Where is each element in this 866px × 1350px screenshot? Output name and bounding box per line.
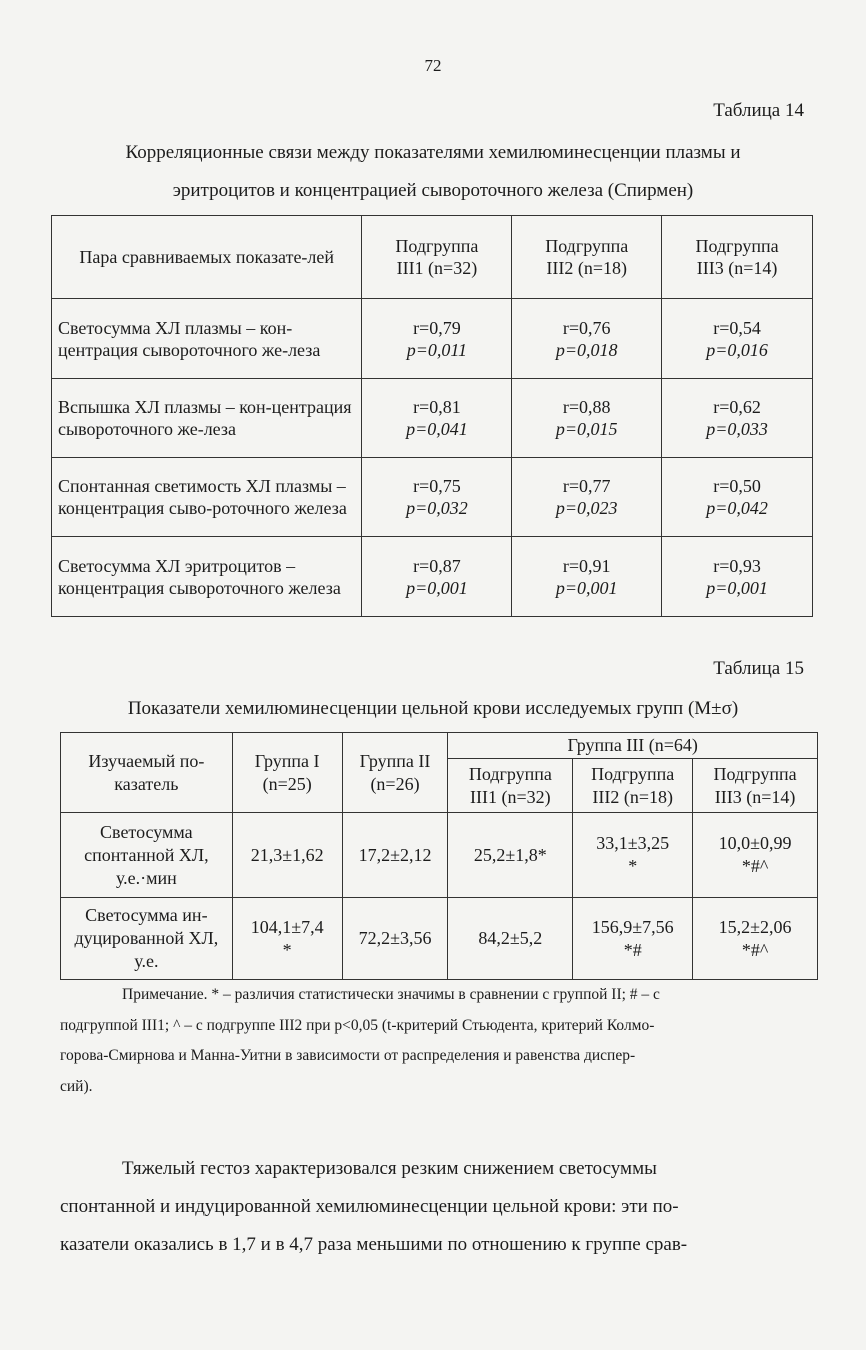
header-subgroup-1-count: III1 (n=32) bbox=[396, 258, 478, 278]
header-group-1-count: (n=25) bbox=[262, 773, 312, 794]
table-14-header-row bbox=[52, 216, 813, 299]
note-line-3: горова-Смирнова и Манна-Уитни в зависимости от распределения и равенства диспер- bbox=[60, 1047, 636, 1064]
header-subgroup-1-count: III1 (n=32) bbox=[470, 786, 551, 807]
significance-mark: *# bbox=[623, 939, 642, 960]
table-note bbox=[60, 980, 808, 1102]
header-subgroup-2-count: III2 (n=18) bbox=[546, 258, 628, 278]
header-subgroup-2: Подгруппа III2 (n=18) bbox=[512, 216, 662, 299]
header-subgroup-3: Подгруппа III3 (n=14) bbox=[662, 216, 813, 299]
cell-value: r=0,79 p=0,011 bbox=[362, 299, 512, 379]
header-subgroup-3-count: III3 (n=14) bbox=[696, 258, 778, 278]
cell-value: 25,2±1,8* bbox=[448, 813, 573, 898]
correlation-table bbox=[51, 215, 813, 617]
table-14-title-line-2: эритроцитов и концентрацией сывороточного железа (Спирмен) bbox=[172, 180, 694, 201]
table-row bbox=[52, 458, 813, 537]
cell-value: r=0,75 p=0,032 bbox=[362, 458, 512, 537]
table-14-title bbox=[40, 134, 826, 210]
cell-value: r=0,62 p=0,033 bbox=[662, 379, 813, 458]
table-row bbox=[52, 537, 813, 617]
paragraph-line-3: казатели оказались в 1,7 и в 4,7 раза меньшими по отношению к группе срав- bbox=[60, 1234, 688, 1255]
header-subgroup-2: Подгруппа III2 (n=18) bbox=[573, 759, 693, 813]
cell-value: 21,3±1,62 bbox=[232, 813, 342, 898]
header-group-3: Группа III (n=64) bbox=[448, 733, 818, 759]
cell-value: r=0,77 p=0,023 bbox=[512, 458, 662, 537]
header-subgroup-3-count: III3 (n=14) bbox=[714, 786, 796, 807]
significance-mark: * bbox=[282, 939, 292, 960]
header-subgroup-1: Подгруппа III1 (n=32) bbox=[362, 216, 512, 299]
paragraph-line-2: спонтанной и индуцированной хемилюминесценции цельной крови: эти по- bbox=[60, 1196, 679, 1217]
row-pair-label: Спонтанная светимость ХЛ плазмы – концентрация сыво-роточного железа bbox=[52, 458, 362, 537]
cell-value: 84,2±5,2 bbox=[448, 898, 573, 980]
header-group-2-count: (n=26) bbox=[370, 773, 420, 794]
header-subgroup-2-count: III2 (n=18) bbox=[592, 786, 674, 807]
cell-value: 15,2±2,06 *#^ bbox=[693, 898, 818, 980]
table-14-label: Таблица 14 bbox=[713, 100, 804, 121]
significance-mark: *#^ bbox=[741, 856, 769, 876]
table-row bbox=[52, 379, 813, 458]
note-line-2: подгруппой III1; ^ – с подгруппе III2 при p<0,05 (t-критерий Стьюдента, критерий Колмо- bbox=[60, 1016, 655, 1034]
cell-value: 17,2±2,12 bbox=[342, 813, 448, 898]
cell-value: r=0,81 p=0,041 bbox=[362, 379, 512, 458]
significance-mark: * bbox=[628, 856, 638, 876]
cell-value: 10,0±0,99 *#^ bbox=[693, 813, 818, 898]
cell-value: 72,2±3,56 bbox=[342, 898, 448, 980]
table-row bbox=[61, 813, 818, 898]
header-subgroup-3: Подгруппа III3 (n=14) bbox=[693, 759, 818, 813]
paragraph-line-1: Тяжелый гестоз характеризовался резким снижением светосуммы bbox=[122, 1158, 657, 1179]
row-pair-label: Вспышка ХЛ плазмы – кон-центрация сывороточного же-леза bbox=[52, 379, 362, 458]
header-subgroup-1: Подгруппа III1 (n=32) bbox=[448, 759, 573, 813]
cell-value: r=0,88 p=0,015 bbox=[512, 379, 662, 458]
cell-value: r=0,76 p=0,018 bbox=[512, 299, 662, 379]
row-indicator-label: Светосумма ин-дуцированной ХЛ, у.е. bbox=[61, 898, 233, 980]
cell-value: r=0,91 p=0,001 bbox=[512, 537, 662, 617]
header-indicator: Изучаемый по-казатель bbox=[61, 733, 233, 813]
table-15-label: Таблица 15 bbox=[713, 658, 804, 679]
header-group-1: Группа I (n=25) bbox=[232, 733, 342, 813]
row-indicator-label: Светосумма спонтанной ХЛ, у.е.·мин bbox=[61, 813, 233, 898]
cell-value: r=0,50 p=0,042 bbox=[662, 458, 813, 537]
table-row bbox=[61, 898, 818, 980]
cell-value: r=0,54 p=0,016 bbox=[662, 299, 813, 379]
cell-value: r=0,93 p=0,001 bbox=[662, 537, 813, 617]
note-line-1: Примечание. * – различия статистически значимы в сравнении с группой II; # – с bbox=[122, 986, 660, 1003]
chemiluminescence-table bbox=[60, 732, 818, 980]
table-15-title: Показатели хемилюминесценции цельной крови исследуемых групп (М±σ) bbox=[127, 698, 739, 719]
table-15-header-row-1 bbox=[61, 733, 818, 759]
cell-value: r=0,87 p=0,001 bbox=[362, 537, 512, 617]
row-pair-label: Светосумма ХЛ эритроцитов – концентрация сывороточного железа bbox=[52, 537, 362, 617]
row-pair-label: Светосумма ХЛ плазмы – кон-центрация сывороточного же-леза bbox=[52, 299, 362, 379]
table-row bbox=[52, 299, 813, 379]
page-number: 72 bbox=[424, 56, 442, 75]
cell-value: 104,1±7,4 * bbox=[232, 898, 342, 980]
table-14-title-line-1: Корреляционные связи между показателями хемилюминесценции плазмы и bbox=[125, 142, 741, 163]
header-pair: Пара сравниваемых показате-лей bbox=[52, 216, 362, 299]
header-group-2: Группа II (n=26) bbox=[342, 733, 448, 813]
body-paragraph bbox=[60, 1150, 808, 1264]
note-line-4: сий). bbox=[60, 1077, 93, 1095]
cell-value: 33,1±3,25 * bbox=[573, 813, 693, 898]
significance-mark: *#^ bbox=[741, 939, 769, 960]
cell-value: 156,9±7,56 *# bbox=[573, 898, 693, 980]
